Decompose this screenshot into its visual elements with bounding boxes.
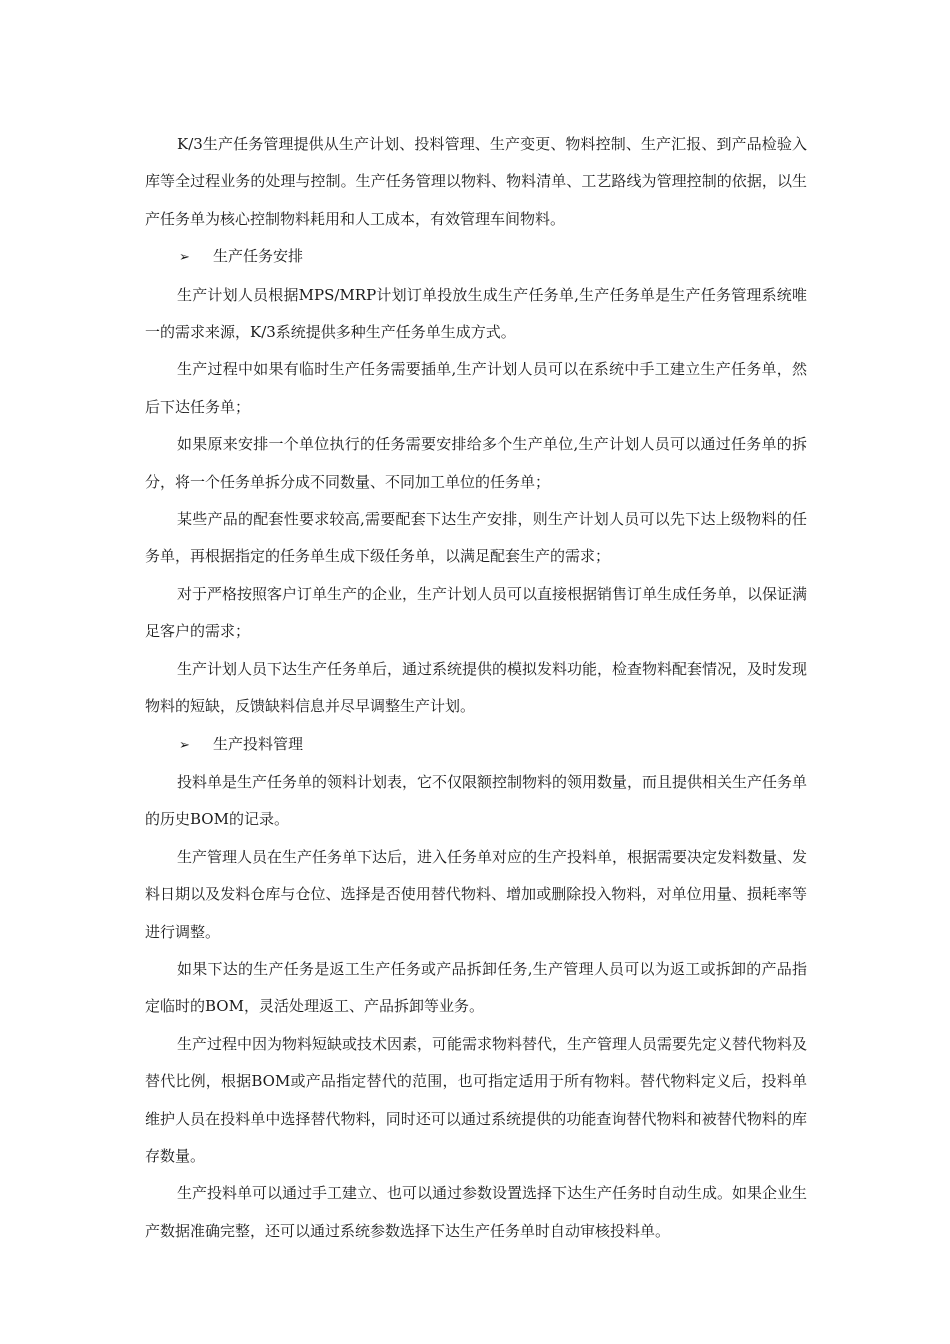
paragraph: 某些产品的配套性要求较高,需要配套下达生产安排，则生产计划人员可以先下达上级物料的任务单，再根据指定的任务单生成下级任务单，以满足配套生产的需求； bbox=[145, 510, 807, 566]
paragraph: 如果下达的生产任务是返工生产任务或产品拆卸任务,生产管理人员可以为返工或拆卸的产品指定临时的BOM，灵活处理返工、产品拆卸等业务。 bbox=[145, 959, 807, 1016]
section-heading-text: 生产投料管理 bbox=[213, 734, 304, 753]
section-heading-production-task-arrangement bbox=[145, 238, 807, 276]
paragraph: 投料单是生产任务单的领料计划表，它不仅限额控制物料的领用数量，而且提供相关生产任务单的历史BOM的记录。 bbox=[145, 772, 808, 829]
arrow-bullet-icon: ➢ bbox=[179, 737, 190, 753]
paragraph: 对于严格按照客户订单生产的企业，生产计划人员可以直接根据销售订单生成任务单，以保证满足客户的需求； bbox=[145, 584, 808, 641]
paragraph: 生产投料单可以通过手工建立、也可以通过参数设置选择下达生产任务时自动生成。如果企业生产数据准确完整，还可以通过系统参数选择下达生产任务单时自动审核投料单。 bbox=[145, 1184, 808, 1240]
paragraph: 生产计划人员下达生产任务单后，通过系统提供的模拟发料功能，检查物料配套情况，及时发现物料的短缺，反馈缺料信息并尽早调整生产计划。 bbox=[145, 659, 808, 716]
section-heading-text: 生产任务安排 bbox=[213, 247, 304, 266]
paragraph: 生产过程中因为物料短缺或技术因素，可能需求物料替代，生产管理人员需要先定义替代物料及替代比例，根据BOM或产品指定替代的范围，也可指定适用于所有物料。替代物料定义后，投料单维护人员在投料单中选择替代物料，同时还可以通过系统提供的功能查询替代物料和被替代物料的库存数量。 bbox=[145, 1034, 808, 1165]
paragraph: 生产管理人员在生产任务单下达后，进入任务单对应的生产投料单，根据需要决定发料数量、发料日期以及发料仓库与仓位、选择是否使用替代物料、增加或删除投入物料，对单位用量、损耗率等进行调整。 bbox=[145, 847, 808, 941]
document-page bbox=[145, 126, 807, 1250]
section-heading-production-material-management bbox=[145, 726, 807, 764]
arrow-bullet-icon: ➢ bbox=[179, 250, 190, 266]
paragraph: 生产计划人员根据MPS/MRP计划订单投放生成生产任务单,生产任务单是生产任务管理系统唯一的需求来源，K/3系统提供多种生产任务单生成方式。 bbox=[145, 285, 807, 342]
intro-paragraph: K/3生产任务管理提供从生产计划、投料管理、生产变更、物料控制、生产汇报、到产品检验入库等全过程业务的处理与控制。生产任务管理以物料、物料清单、工艺路线为管理控制的依据，以生产任务单为核心控制物料耗用和人工成本，有效管理车间物料。 bbox=[145, 135, 807, 228]
paragraph: 如果原来安排一个单位执行的任务需要安排给多个生产单位,生产计划人员可以通过任务单的拆分，将一个任务单拆分成不同数量、不同加工单位的任务单； bbox=[145, 435, 807, 491]
paragraph: 生产过程中如果有临时生产任务需要插单,生产计划人员可以在系统中手工建立生产任务单，然后下达任务单； bbox=[145, 360, 807, 416]
